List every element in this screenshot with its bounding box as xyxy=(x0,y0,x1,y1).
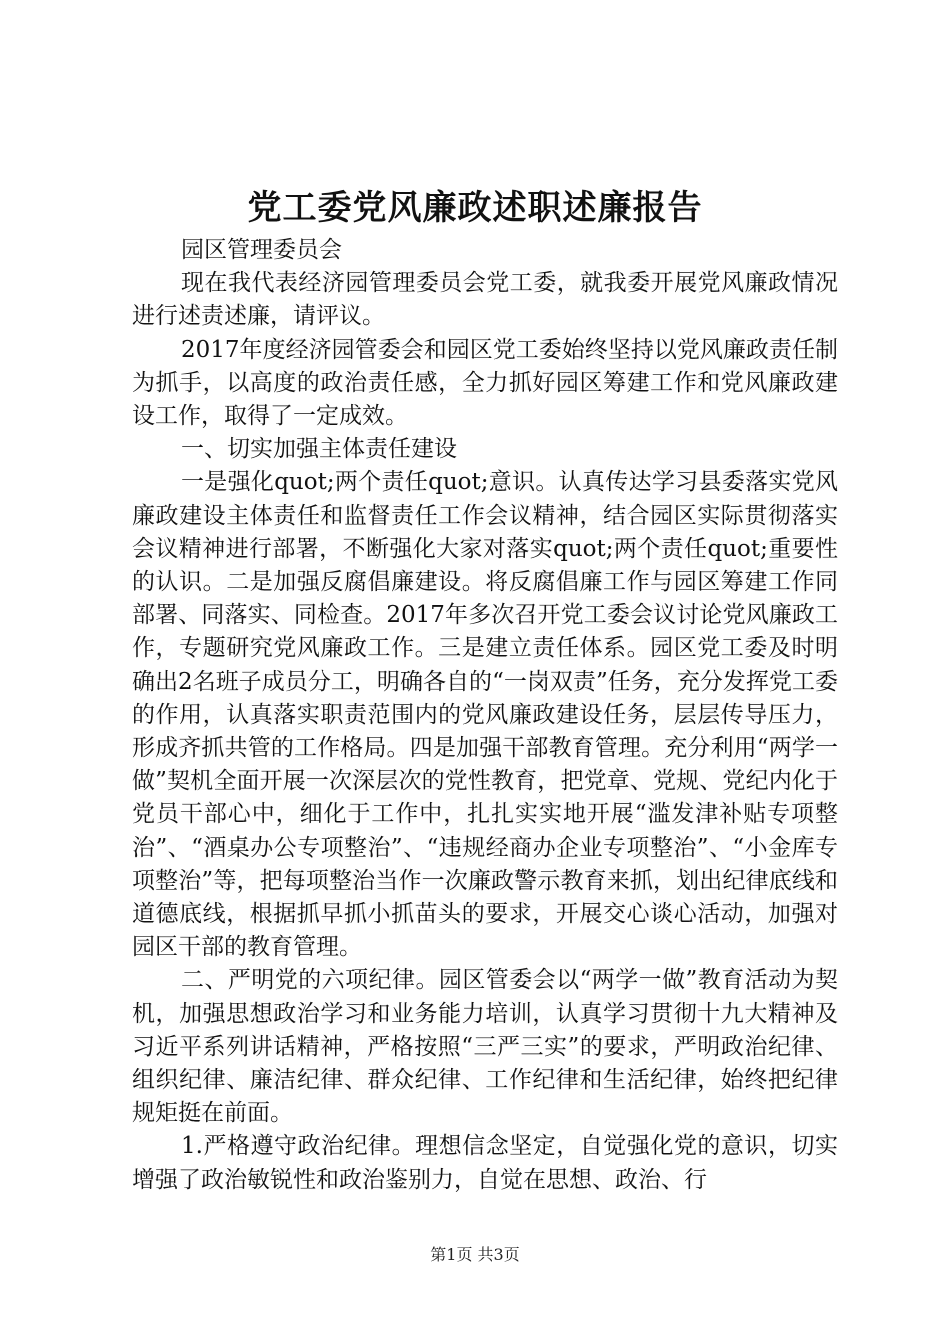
paragraph-addressee: 园区管理委员会 xyxy=(181,237,342,263)
paragraph-section-1: 一是强化quot;两个责任quot;意识。认真传达学习县委落实党风廉政建设主体责任和监督责任工作会议精神，结合园区实际贯彻落实会议精神进行部署，不断强化大家对落实quot;两个责任quot;重要性的认识。二是加强反腐倡廉建设。将反腐倡廉工作与园区筹建工作同部署、同落实、同检查。2017年多次召开党工委会议讨论党风廉政工作，专题研究党风廉政工作。三是建立责任体系。园区党工委及时明确出2名班子成员分工，明确各自的“一岗双责”任务，充分发挥党工委的作用，认真落实职责范围内的党风廉政建设任务，层层传导压力，形成齐抓共管的工作格局。四是加强干部教育管理。充分利用“两学一做”契机全面开展一次深层次的党性教育，把党章、党规、党纪内化于党员干部心中，细化于工作中，扎扎实实地开展“滥发津补贴专项整治”、“酒桌办公专项整治”、“违规经商办企业专项整治”、“小金库专项整治”等，把每项整治当作一次廉政警示教育来抓，划出纪律底线和道德底线，根据抓早抓小抓苗头的要求，开展交心谈心活动，加强对园区干部的教育管理。 xyxy=(132,469,838,961)
paragraph-item-1: 1.严格遵守政治纪律。理想信念坚定，自觉强化党的意识，切实增强了政治敏锐性和政治鉴别力，自觉在思想、政治、行 xyxy=(132,1133,838,1193)
document-body xyxy=(132,234,838,1197)
paragraph-section-2: 二、严明党的六项纪律。园区管委会以“两学一做”教育活动为契机，加强思想政治学习和业务能力培训，认真学习贯彻十九大精神及习近平系列讲话精神，严格按照“三严三实”的要求，严明政治纪律、组织纪律、廉洁纪律、群众纪律、工作纪律和生活纪律，始终把纪律规矩挺在前面。 xyxy=(132,967,838,1127)
paragraph-intro: 现在我代表经济园管理委员会党工委，就我委开展党风廉政情况进行述责述廉，请评议。 xyxy=(132,270,838,330)
document-title: 党工委党风廉政述职述廉报告 xyxy=(247,188,703,228)
section-heading-1: 一、切实加强主体责任建设 xyxy=(181,436,457,463)
paragraph-overview: 2017年度经济园管委会和园区党工委始终坚持以党风廉政责任制为抓手，以高度的政治责任感，全力抓好园区筹建工作和党风廉政建设工作，取得了一定成效。 xyxy=(132,336,838,430)
page-footer: 第1页 共3页 xyxy=(430,1245,520,1264)
